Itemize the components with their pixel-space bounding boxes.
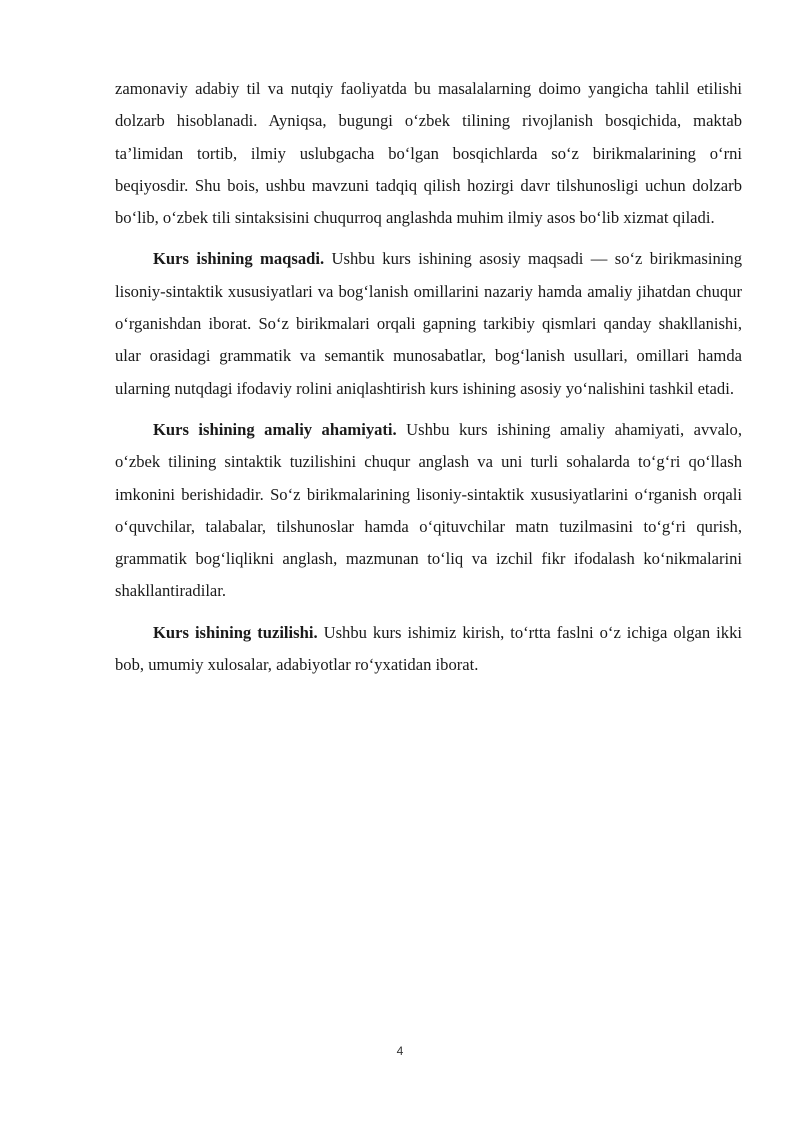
- paragraph-practical-significance: [115, 414, 742, 608]
- paragraph-heading-goal: Kurs ishining maqsadi.: [153, 249, 325, 269]
- paragraph-text: Ushbu kurs ishining asosiy maqsadi — so‘z birikmasining lisoniy-sintaktik xususiyatlari va bog‘lanish omillarini nazariy hamda amaliy jihatdan chuqur o‘rganishdan iborat. So‘z birikmalari orqali gapning tarkibiy qismlari qanday shakllanishi, ular orasidagi grammatik va semantik munosabatlar, bog‘lanish usullari, omillari hamda ularning nutqdagi ifodaviy rolini aniqlashtirish kurs ishining asosiy yo‘nalishini tashkil etadi.: [115, 249, 742, 398]
- paragraph-intro-continuation: [115, 73, 742, 234]
- paragraph-text: zamonaviy adabiy til va nutqiy faoliyatda bu masalalarning doimo yangicha tahlil etilishi dolzarb hisoblanadi. Ayniqsa, bugungi o‘zbek tilining rivojlanish bosqichida, maktab ta’limidan tortib, ilmiy uslubgacha bo‘lgan bosqichlarda so‘z birikmalarining o‘rni beqiyosdir. Shu bois, ushbu mavzuni tadqiq qilish hozirgi davr tilshunosligi uchun dolzarb bo‘lib, o‘zbek tili sintaksisini chuqurroq anglashda muhim ilmiy asos bo‘lib xizmat qiladi.: [115, 79, 742, 228]
- paragraph-text: Ushbu kurs ishining amaliy ahamiyati, avvalo, o‘zbek tilining sintaktik tuzilishini chuqur anglash va uni turli sohalarda to‘g‘ri qo‘llash imkonini berishidadir. So‘z birikmalarining lisoniy-sintaktik xususiyatlarini o‘rganish orqali o‘quvchilar, talabalar, tilshunoslar hamda o‘qituvchilar matn tuzilmasini to‘g‘ri qurish, grammatik bog‘liqlikni anglash, mazmunan to‘liq va izchil fikr ifodalash ko‘nikmalarini shakllantiradilar.: [115, 419, 742, 601]
- paragraph-text: Ushbu kurs ishimiz kirish, to‘rtta faslni o‘z ichiga olgan ikki bob, umumiy xulosalar, adabiyotlar ro‘yxatidan iborat.: [115, 622, 742, 675]
- page-content: [115, 73, 742, 690]
- paragraph-structure: [115, 617, 742, 682]
- paragraph-heading-practical-significance: Kurs ishining amaliy ahamiyati.: [153, 419, 397, 439]
- page-number: 4: [396, 1044, 404, 1058]
- paragraph-heading-structure: Kurs ishining tuzilishi.: [153, 622, 318, 642]
- paragraph-goal: [115, 243, 742, 404]
